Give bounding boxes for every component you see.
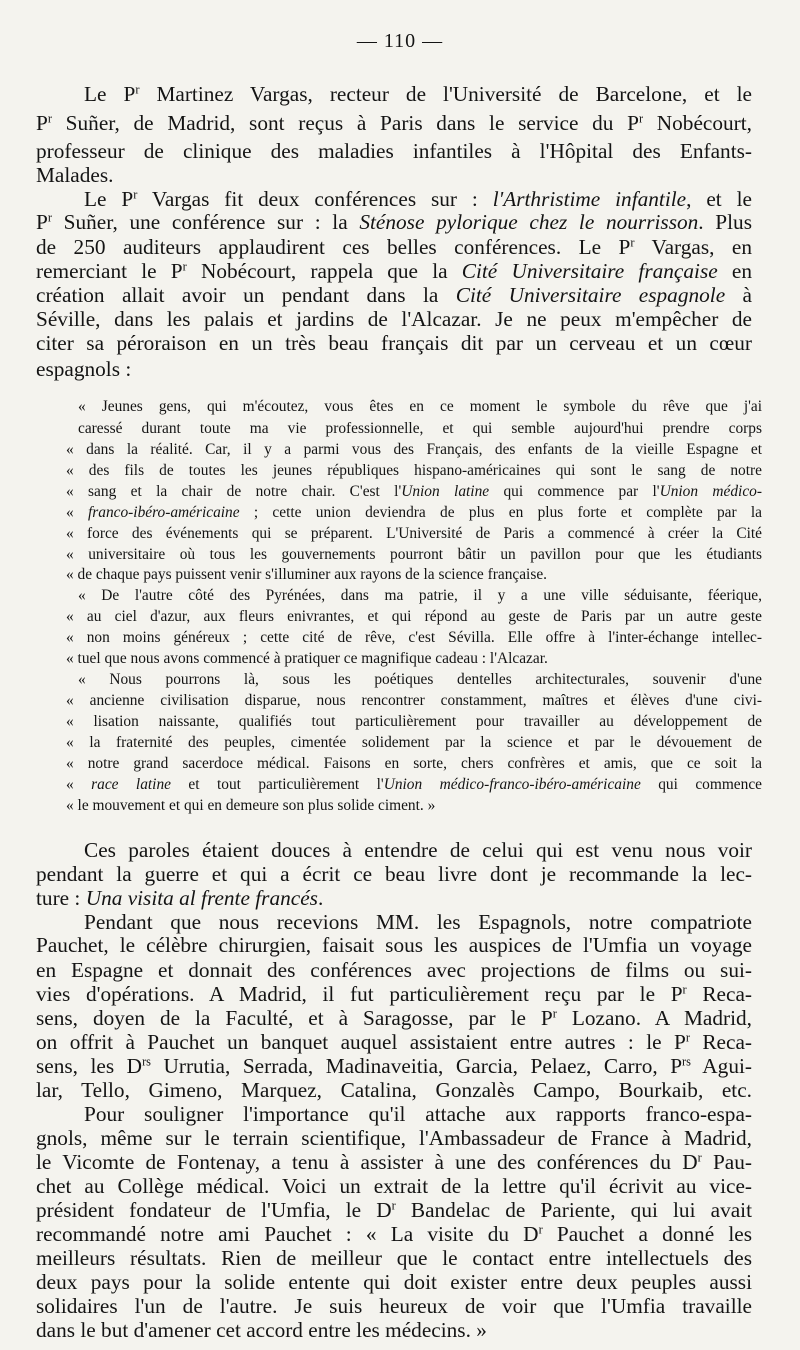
text-run: « De l'autre côté des Pyrénées, dans ma patrie, il y a une ville séduisante, féerique, [78,587,762,604]
text-run: « notre grand sacerdoce médical. Faisons en sorte, chers confrères et amis, que ce soit la [66,755,762,772]
text-run: président fondateur de l'Umfia, le D [36,1198,392,1222]
text-line [84,910,752,935]
text-run: « Jeunes gens, qui m'écoutez, vous êtes en ce moment le symbole du rêve que j'ai [78,398,762,415]
text-run: lar, Tello, Gimeno, Marquez, Catalina, Gonzalès Campo, Bourkaib, etc. [36,1078,752,1102]
quote-line [78,587,762,605]
text-line [36,1222,752,1247]
superscript: rs [682,1054,691,1069]
text-line [36,1126,752,1151]
text-line [36,259,752,284]
text-run: gnols, même sur le terrain scientifique, l'Ambassadeur de France à Madrid, [36,1126,752,1150]
text-line [36,886,323,911]
text-run: deux pays pour la solide entente qui doit exister entre deux peuples aussi [36,1270,752,1294]
text-run: ture : [36,886,86,910]
quote-line [66,483,762,501]
text-run: « la fraternité des peuples, cimentée solidement par la science et par le dévouement de [66,734,762,751]
italic-text: Cité Universitaire française [461,259,718,283]
text-line [36,163,113,188]
text-run: « des fils de toutes les jeunes républiques hispano-américaines qui sont le sang de notre [66,462,762,479]
quote-line [66,462,762,480]
text-line [36,1078,752,1103]
italic-text: race latine [91,776,171,793]
text-run: Vargas fit deux conférences sur : [137,187,493,211]
italic-text: Union médico- [659,483,762,500]
text-run: Vargas, en [634,235,752,259]
text-run: Pour souligner l'importance qu'il attache aux rapports franco-espa- [84,1102,752,1126]
text-run: en [717,259,752,283]
text-line [36,1318,487,1343]
italic-text: Una visita al frente francés [85,886,318,910]
italic-text: Union médico-franco-ibéro-américaine [383,776,641,793]
text-run: citer sa péroraison en un très beau français dit par un cerveau et un cœur [36,331,752,355]
text-run: Suñer, une conférence sur : la [51,210,360,234]
text-run: Suñer, de Madrid, sont reçus à Paris dans le service du P [51,111,639,135]
text-line [36,357,131,382]
text-run: remerciant le P [36,259,183,283]
text-line [36,1270,752,1295]
italic-text: Sténose pylorique chez le nourrisson [359,210,699,234]
text-run: Le P [84,187,134,211]
quote-line [66,734,762,752]
text-run: recommandé notre ami Pauchet : « La visite du D [36,1222,539,1246]
superscript: r [697,1150,702,1165]
text-run: de 250 auditeurs applaudirent ces belles conférences. Le P [36,235,631,259]
text-run: Martinez Vargas, recteur de l'Université de Barcelone, et le [139,82,752,106]
quote-line [66,525,762,543]
text-run: Séville, dans les palais et jardins de l'Alcazar. Je ne peux m'empêcher de [36,307,752,331]
text-run: « sang et la chair de notre chair. C'est l' [66,483,402,500]
italic-text: Cité Universitaire espagnole [455,283,726,307]
text-line [36,933,752,958]
text-run: « au ciel d'azur, aux fleurs enivrantes, et qui répond au geste de Paris par un autre geste [66,608,762,625]
text-run: le Vicomte de Fontenay, a tenu à assister à une des conférences du D [36,1150,698,1174]
text-line [36,307,752,332]
text-run: Bandelac de Pariente, qui lui avait [395,1198,752,1222]
text-run: « dans la réalité. Car, il y a parmi vous des Français, des enfants de la vieille Espagne et [66,441,762,458]
superscript: r [685,1030,690,1045]
text-run: « universitaire où tous les gouvernements pourront bâtir un pavillon pour que les étudiants [66,546,762,563]
text-line [36,139,752,164]
text-run: et tout particulièrement l' [170,776,384,793]
text-run: espagnols : [36,357,132,381]
text-run: qui commence [640,776,762,793]
text-run: Urrutia, Serrada, Madinaveitia, Garcia, Pelaez, Carro, P [150,1054,683,1078]
text-line [36,1150,752,1175]
italic-text: franco-ibéro-américaine [87,504,240,521]
text-run: « lisation naissante, qualifiés tout particulièrement pour travailler au développement de [66,713,762,730]
text-line [36,1294,752,1319]
superscript: r [391,1198,396,1213]
text-run: vies d'opérations. A Madrid, il fut particulièrement reçu par le P [36,982,683,1006]
quote-line [66,776,762,794]
text-line [36,1054,752,1079]
text-run: à [725,283,752,307]
text-run: « Nous pourrons là, sous les poétiques dentelles architecturales, souvenir d'une [78,671,762,688]
text-line [84,838,752,863]
text-run: « ancienne civilisation disparue, nous rencontrer constamment, maîtres et élèves d'une civi- [66,692,762,709]
quote-line [66,504,762,522]
text-run: « tuel que nous avons commencé à pratiquer ce magnifique cadeau : l'Alcazar. [66,650,548,667]
text-run: Nobécourt, rappela que la [186,259,462,283]
text-line [84,187,752,212]
text-run: Pendant que nous recevions MM. les Espagnols, notre compatriote [84,910,752,934]
text-line [36,982,752,1007]
quote-line [66,797,435,815]
superscript: r [47,210,52,225]
superscript: rs [142,1054,151,1069]
text-line [84,1102,752,1127]
text-line [36,331,752,356]
quote-line [66,629,762,647]
text-run: « de chaque pays puissent venir s'illuminer aux rayons de la science française. [66,566,547,583]
text-line [36,1198,752,1223]
text-line [36,283,752,308]
italic-text: Union latine [401,483,490,500]
text-line [36,958,752,983]
text-run: « le mouvement et qui en demeure son plus solide ciment. » [66,797,436,814]
text-run: meilleurs résultats. Rien de meilleur que le contact entre intellectuels des [36,1246,752,1270]
text-run: . Plus [698,210,752,234]
quote-line [66,650,548,668]
text-line [36,111,752,136]
text-line [36,1006,752,1031]
text-run: ; cette union deviendra de plus en plus forte et complète par la [239,504,763,521]
italic-text: l'Arthristime infantile [492,187,687,211]
text-line [36,862,752,887]
superscript: r [538,1222,543,1237]
text-run: Pau- [701,1150,752,1174]
superscript: r [552,1006,557,1021]
text-run: « [66,504,88,521]
quote-line [78,671,762,689]
superscript: r [133,187,138,202]
text-run: pendant la guerre et qui a écrit ce beau livre dont je recommande la lec- [36,862,752,886]
text-run: Ces paroles étaient douces à entendre de celui qui est venu nous voir [84,838,752,862]
text-run: qui commence par l' [489,483,660,500]
text-run: Malades. [36,163,114,187]
quote-line [66,441,762,459]
text-line [36,1174,752,1199]
text-run: en Espagne et donnait des conférences avec projections de films ou sui- [36,958,752,982]
quote-line [66,608,762,626]
page-number: — 110 — [356,30,444,52]
text-run: P [36,111,48,135]
superscript: r [47,111,52,126]
superscript: r [630,235,635,250]
text-line [36,210,752,235]
text-line [84,82,752,107]
text-run: sens, les D [36,1054,143,1078]
superscript: r [682,982,687,997]
superscript: r [135,82,140,97]
quote-line [66,546,762,564]
text-run: « non moins généreux ; cette cité de rêve, c'est Sévilla. Elle offre à l'inter-échange intellec- [66,629,762,646]
text-line [36,235,752,260]
text-line [36,1246,752,1271]
text-run: Le P [84,82,136,106]
quote-line [66,566,547,584]
text-run: , et le [686,187,752,211]
text-run: Agui- [690,1054,752,1078]
text-line [36,1030,752,1055]
text-run: Pauchet, le célèbre chirurgien, faisait sous les auspices de l'Umfia un voyage [36,933,752,957]
superscript: r [638,111,644,126]
superscript: r [182,259,187,274]
text-run: Reca- [686,982,752,1006]
quote-line [66,713,762,731]
text-run: professeur de clinique des maladies infantiles à l'Hôpital des Enfants- [36,139,752,163]
text-run: « [66,776,92,793]
text-run: chet au Collège médical. Voici un extrait de la lettre qu'il écrivit au vice- [36,1174,752,1198]
text-run: Lozano. A Madrid, [556,1006,752,1030]
text-run: Nobécourt, [643,111,752,135]
quote-line [78,420,762,438]
text-run: dans le but d'amener cet accord entre les médecins. » [36,1318,487,1342]
text-run: P [36,210,48,234]
text-run: . [317,886,324,910]
quote-line [66,755,762,773]
quote-line [66,692,762,710]
text-run: création allait avoir un pendant dans la [36,283,456,307]
text-run: sens, doyen de la Faculté, et à Saragosse, par le P [36,1006,553,1030]
text-run: « force des événements qui se préparent. L'Université de Paris a commencé à créer la Cité [66,525,762,542]
text-run: on offrit à Pauchet un banquet auquel assistaient entre autres : le P [36,1030,686,1054]
text-run: Pauchet a donné les [542,1222,752,1246]
text-run: Reca- [689,1030,753,1054]
text-run: caressé durant toute ma vie professionnelle, et qui semble aujourd'hui prendre corps [78,420,762,437]
quote-line [78,398,762,416]
text-run: solidaires l'un de l'autre. Je suis heureux de voir que l'Umfia travaille [36,1294,752,1318]
